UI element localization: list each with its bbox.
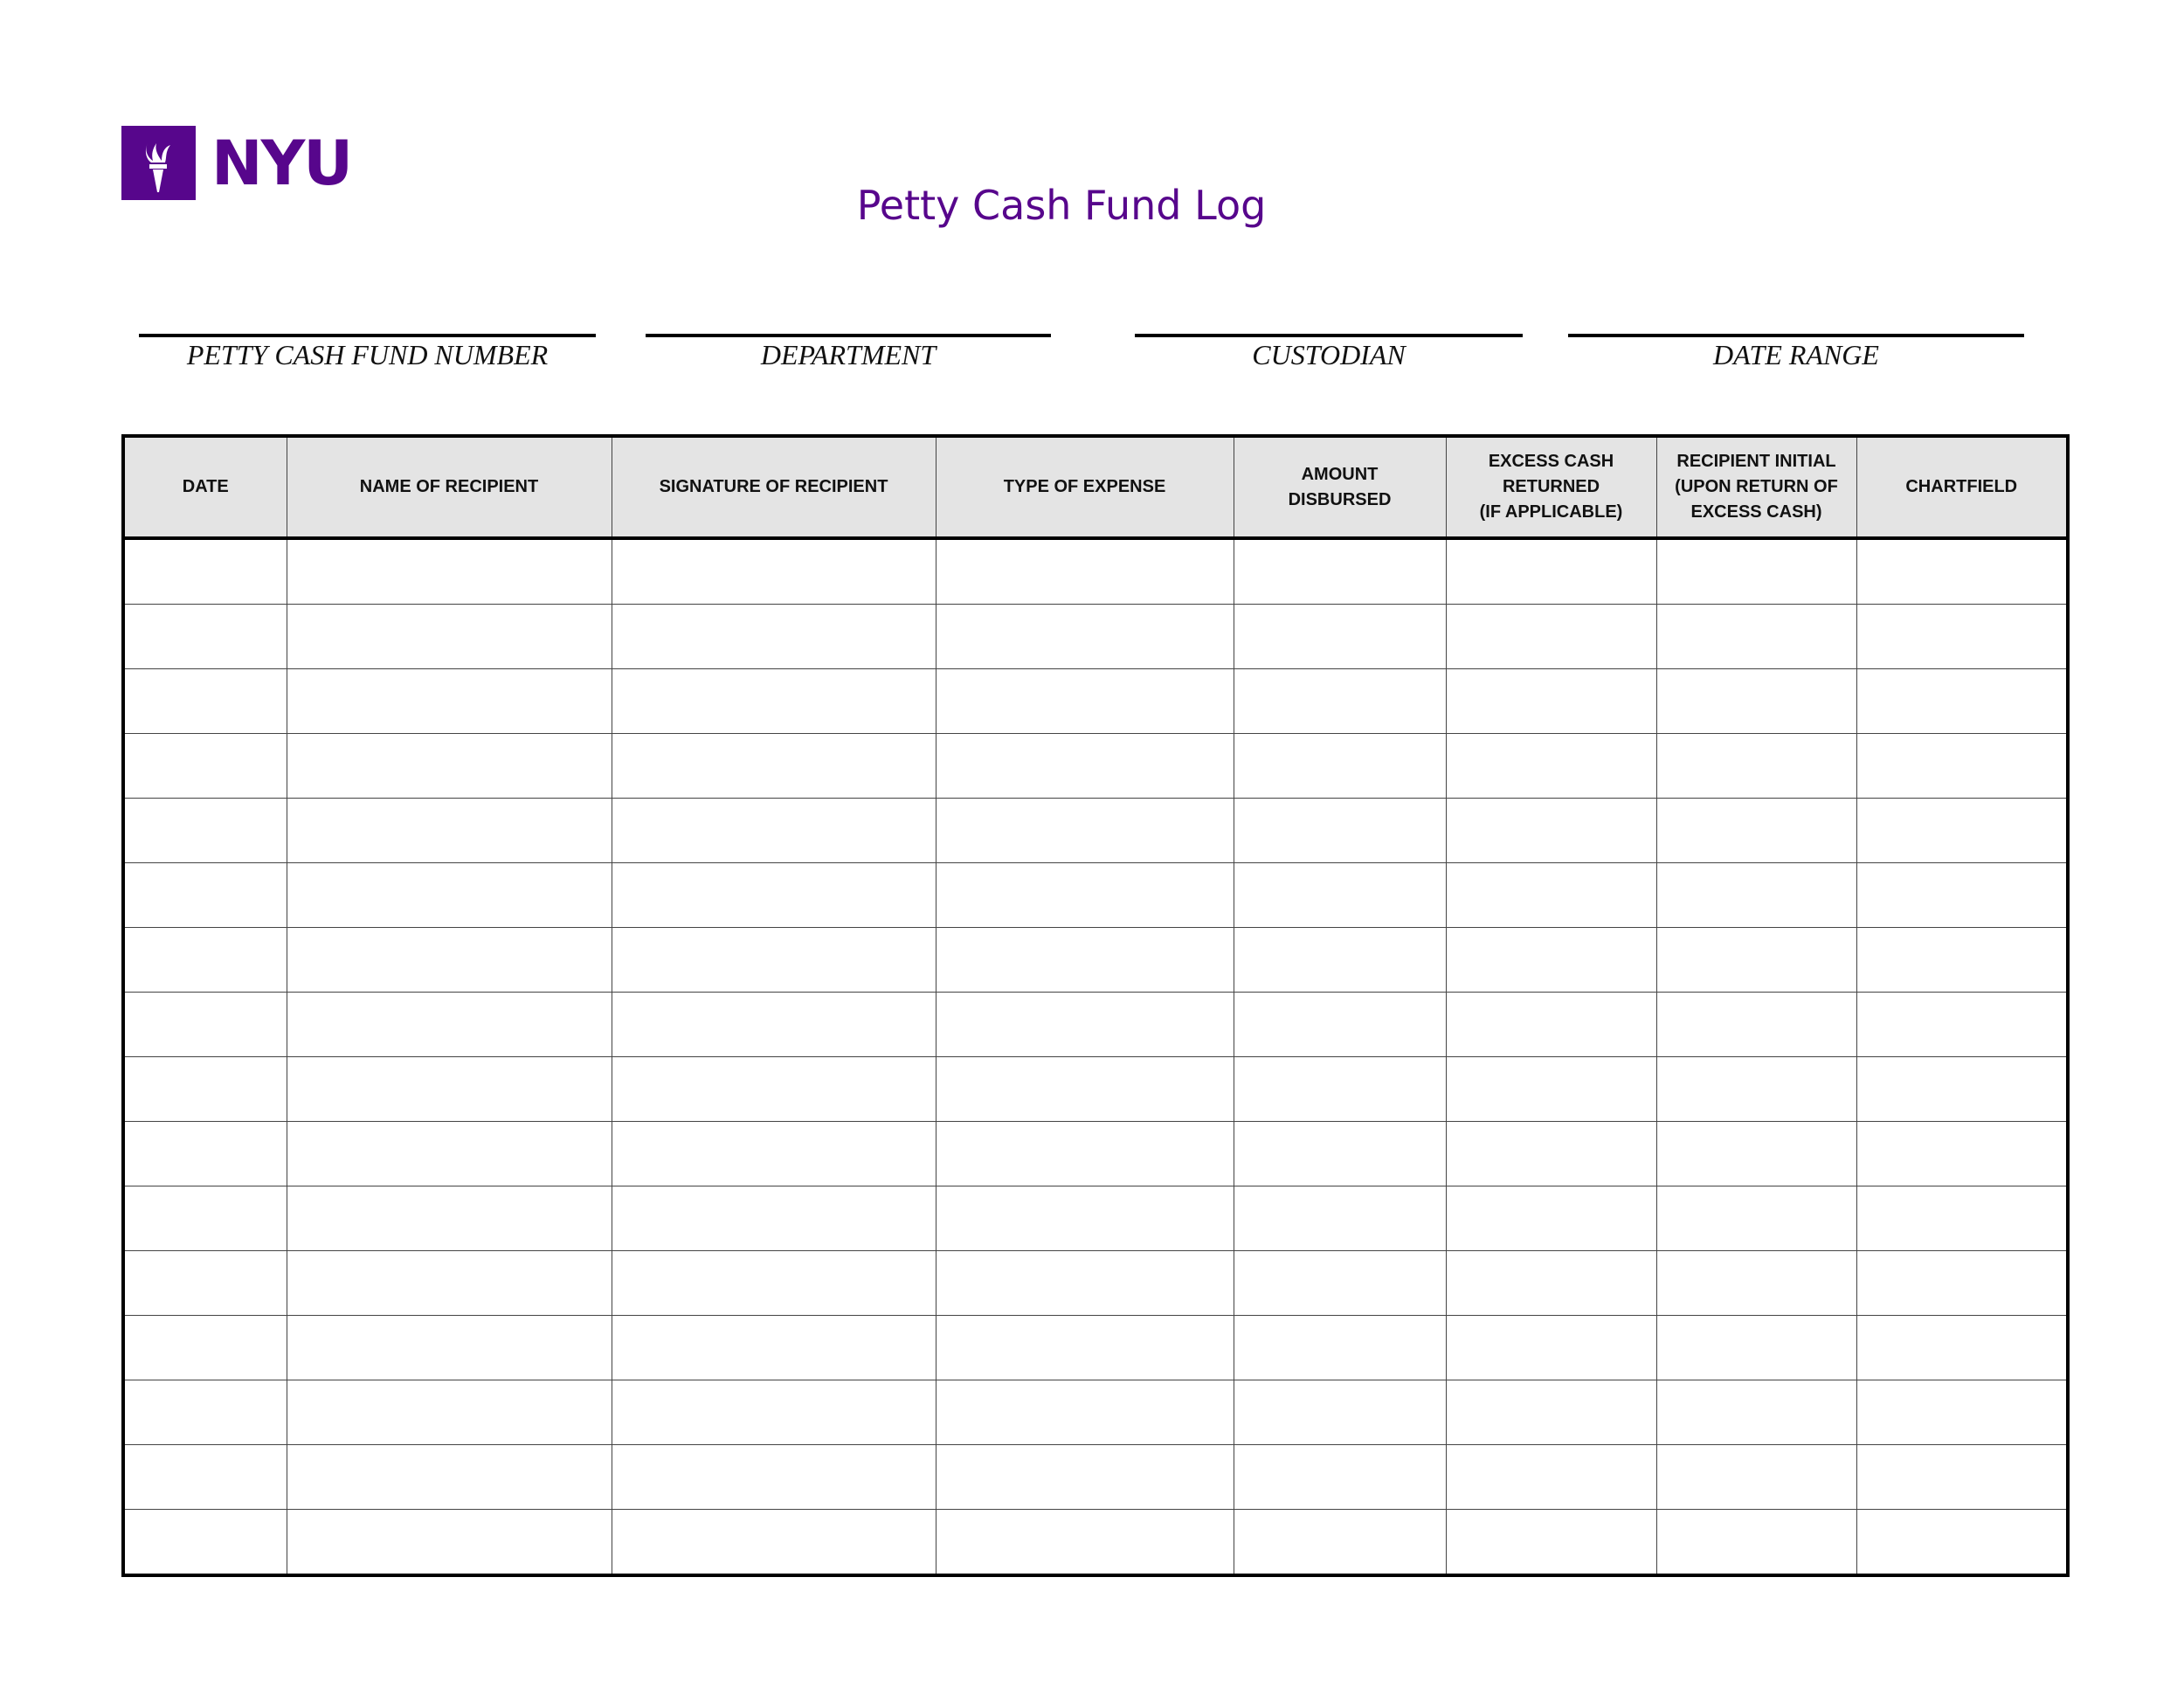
table-cell[interactable]	[612, 734, 936, 799]
table-cell[interactable]	[1856, 1122, 2068, 1186]
table-cell[interactable]	[1856, 863, 2068, 928]
table-cell[interactable]	[1856, 1380, 2068, 1445]
department-field[interactable]: DEPARTMENT	[646, 334, 1051, 371]
table-cell[interactable]	[287, 669, 612, 734]
table-cell[interactable]	[123, 1251, 287, 1316]
table-cell[interactable]	[287, 993, 612, 1057]
table-row	[123, 538, 2068, 605]
column-header-line: RETURNED	[1502, 477, 1600, 496]
table-cell[interactable]	[936, 734, 1234, 799]
table-cell[interactable]	[1446, 863, 1656, 928]
table-cell[interactable]	[1234, 1122, 1446, 1186]
table-cell[interactable]	[287, 605, 612, 669]
table-cell[interactable]	[1656, 605, 1856, 669]
table-cell[interactable]	[123, 1510, 287, 1576]
table-cell[interactable]	[123, 1186, 287, 1251]
table-cell[interactable]	[1856, 1445, 2068, 1510]
table-cell[interactable]	[1234, 669, 1446, 734]
table-cell[interactable]	[936, 928, 1234, 993]
table-row	[123, 1057, 2068, 1122]
table-cell[interactable]	[612, 605, 936, 669]
table-cell[interactable]	[612, 1122, 936, 1186]
table-cell[interactable]	[1856, 538, 2068, 605]
logo-wordmark: NYU	[211, 127, 352, 199]
table-cell[interactable]	[1656, 1380, 1856, 1445]
table-row	[123, 1122, 2068, 1186]
table-cell[interactable]	[287, 734, 612, 799]
table-row	[123, 1316, 2068, 1380]
table-row	[123, 993, 2068, 1057]
table-cell[interactable]	[123, 1316, 287, 1380]
table-cell[interactable]	[287, 799, 612, 863]
table-cell[interactable]	[1656, 1251, 1856, 1316]
table-cell[interactable]	[936, 1316, 1234, 1380]
table-row	[123, 799, 2068, 863]
table-cell[interactable]	[287, 928, 612, 993]
column-header-line: EXCESS CASH)	[1690, 502, 1822, 522]
table-cell[interactable]	[123, 928, 287, 993]
table-cell[interactable]	[1446, 734, 1656, 799]
column-header	[1446, 436, 1656, 538]
table-cell[interactable]	[936, 799, 1234, 863]
table-cell[interactable]	[1446, 1445, 1656, 1510]
column-header	[936, 436, 1234, 538]
table-cell[interactable]	[936, 1122, 1234, 1186]
table-cell[interactable]	[936, 1186, 1234, 1251]
table-cell[interactable]	[1856, 1186, 2068, 1251]
table-cell[interactable]	[1656, 799, 1856, 863]
table-cell[interactable]	[1446, 1057, 1656, 1122]
table-cell[interactable]	[1856, 993, 2068, 1057]
table-cell[interactable]	[1856, 605, 2068, 669]
table-cell[interactable]	[1234, 605, 1446, 669]
table-row	[123, 928, 2068, 993]
column-header	[123, 436, 287, 538]
table-cell[interactable]	[1446, 538, 1656, 605]
table-cell[interactable]	[936, 1510, 1234, 1576]
column-header	[612, 436, 936, 538]
table-cell[interactable]	[1856, 669, 2068, 734]
table-cell[interactable]	[123, 1445, 287, 1510]
table-cell[interactable]	[1856, 1510, 2068, 1576]
table-cell[interactable]	[1656, 1316, 1856, 1380]
table-cell[interactable]	[936, 605, 1234, 669]
table-row	[123, 734, 2068, 799]
page-title: Petty Cash Fund Log	[856, 182, 1267, 229]
table-cell[interactable]	[612, 1186, 936, 1251]
table-cell[interactable]	[1446, 1122, 1656, 1186]
table-cell[interactable]	[612, 1380, 936, 1445]
table-cell[interactable]	[287, 1251, 612, 1316]
table-cell[interactable]	[1234, 538, 1446, 605]
table-cell[interactable]	[1234, 1251, 1446, 1316]
table-cell[interactable]	[1234, 1510, 1446, 1576]
table-cell[interactable]	[287, 1057, 612, 1122]
table-cell[interactable]	[287, 1316, 612, 1380]
table-cell[interactable]	[1856, 734, 2068, 799]
column-header-line: TYPE OF EXPENSE	[1003, 477, 1166, 496]
table-cell[interactable]	[123, 538, 287, 605]
table-cell[interactable]	[1856, 928, 2068, 993]
column-header-line: EXCESS CASH	[1488, 452, 1614, 471]
table-cell[interactable]	[612, 669, 936, 734]
table-cell[interactable]	[1656, 1122, 1856, 1186]
column-header-line: (IF APPLICABLE)	[1479, 502, 1623, 522]
table-cell[interactable]	[1656, 538, 1856, 605]
table-cell[interactable]	[1856, 1251, 2068, 1316]
column-header-line: SIGNATURE OF RECIPIENT	[659, 477, 888, 496]
table-cell[interactable]	[1446, 993, 1656, 1057]
table-row	[123, 1445, 2068, 1510]
table-cell[interactable]	[1234, 863, 1446, 928]
table-cell[interactable]	[612, 993, 936, 1057]
table-cell[interactable]	[936, 1445, 1234, 1510]
table-cell[interactable]	[1656, 1186, 1856, 1251]
table-cell[interactable]	[287, 1510, 612, 1576]
table-cell[interactable]	[1234, 1316, 1446, 1380]
table-cell[interactable]	[287, 1380, 612, 1445]
table-cell[interactable]	[123, 1122, 287, 1186]
table-cell[interactable]	[936, 863, 1234, 928]
column-header	[287, 436, 612, 538]
table-cell[interactable]	[1656, 863, 1856, 928]
table-cell[interactable]	[123, 863, 287, 928]
table-cell[interactable]	[1234, 734, 1446, 799]
table-cell[interactable]	[1234, 928, 1446, 993]
table-cell[interactable]	[123, 1380, 287, 1445]
table-cell[interactable]	[936, 1380, 1234, 1445]
table-cell[interactable]	[1446, 669, 1656, 734]
table-cell[interactable]	[936, 993, 1234, 1057]
table-row	[123, 1380, 2068, 1445]
table-cell[interactable]	[612, 1316, 936, 1380]
table-cell[interactable]	[123, 605, 287, 669]
table-cell[interactable]	[123, 993, 287, 1057]
table-cell[interactable]	[1234, 1380, 1446, 1445]
table-cell[interactable]	[1656, 1510, 1856, 1576]
table-cell[interactable]	[936, 1251, 1234, 1316]
table-cell[interactable]	[1856, 1316, 2068, 1380]
table-cell[interactable]	[1656, 1445, 1856, 1510]
column-header	[1234, 436, 1446, 538]
table-cell[interactable]	[612, 863, 936, 928]
column-header-line: AMOUNT	[1301, 464, 1379, 484]
table-cell[interactable]	[287, 1122, 612, 1186]
table-cell[interactable]	[287, 1186, 612, 1251]
table-row	[123, 1510, 2068, 1576]
table-cell[interactable]	[936, 1057, 1234, 1122]
table-cell[interactable]	[1446, 1186, 1656, 1251]
table-cell[interactable]	[1234, 993, 1446, 1057]
table-cell[interactable]	[612, 1510, 936, 1576]
table-cell[interactable]	[1856, 799, 2068, 863]
column-header	[1656, 436, 1856, 538]
table-row	[123, 1251, 2068, 1316]
table-cell[interactable]	[1446, 605, 1656, 669]
table-cell[interactable]	[612, 928, 936, 993]
table-cell[interactable]	[123, 1057, 287, 1122]
table-cell[interactable]	[1656, 1057, 1856, 1122]
table-cell[interactable]	[1656, 928, 1856, 993]
table-cell[interactable]	[1234, 1057, 1446, 1122]
table-cell[interactable]	[123, 669, 287, 734]
table-cell[interactable]	[612, 1057, 936, 1122]
table-cell[interactable]	[612, 538, 936, 605]
column-header-line: CHARTFIELD	[1905, 477, 2018, 496]
column-header	[1856, 436, 2068, 538]
table-cell[interactable]	[936, 669, 1234, 734]
column-header-line: DATE	[182, 477, 229, 496]
table-cell[interactable]	[1446, 799, 1656, 863]
custodian-field[interactable]: CUSTODIAN	[1135, 334, 1523, 371]
table-cell[interactable]	[123, 799, 287, 863]
table-cell[interactable]	[1446, 1380, 1656, 1445]
column-header-line: DISBURSED	[1288, 489, 1392, 509]
table-cell[interactable]	[123, 734, 287, 799]
table-cell[interactable]	[612, 1445, 936, 1510]
table-cell[interactable]	[1446, 1251, 1656, 1316]
table-cell[interactable]	[1234, 799, 1446, 863]
table-row	[123, 1186, 2068, 1251]
fund-number-field[interactable]: PETTY CASH FUND NUMBER	[139, 334, 596, 371]
column-header-line: NAME OF RECIPIENT	[359, 477, 539, 496]
table-cell[interactable]	[936, 538, 1234, 605]
column-header-line: (UPON RETURN OF	[1675, 477, 1838, 496]
table-row	[123, 863, 2068, 928]
table-cell[interactable]	[612, 1251, 936, 1316]
table-cell[interactable]	[1446, 1316, 1656, 1380]
table-cell[interactable]	[287, 538, 612, 605]
table-cell[interactable]	[1446, 1510, 1656, 1576]
table-row	[123, 669, 2068, 734]
table-cell[interactable]	[1856, 1057, 2068, 1122]
table-cell[interactable]	[1234, 1445, 1446, 1510]
table-cell[interactable]	[1656, 669, 1856, 734]
table-cell[interactable]	[1656, 734, 1856, 799]
table-cell[interactable]	[287, 863, 612, 928]
petty-cash-log-table	[121, 434, 2070, 1577]
table-cell[interactable]	[1446, 928, 1656, 993]
table-cell[interactable]	[1656, 993, 1856, 1057]
date-range-field[interactable]: DATE RANGE	[1568, 334, 2024, 371]
table-cell[interactable]	[612, 799, 936, 863]
column-header-line: RECIPIENT INITIAL	[1676, 452, 1836, 471]
table-cell[interactable]	[287, 1445, 612, 1510]
table-cell[interactable]	[1234, 1186, 1446, 1251]
table-row	[123, 605, 2068, 669]
